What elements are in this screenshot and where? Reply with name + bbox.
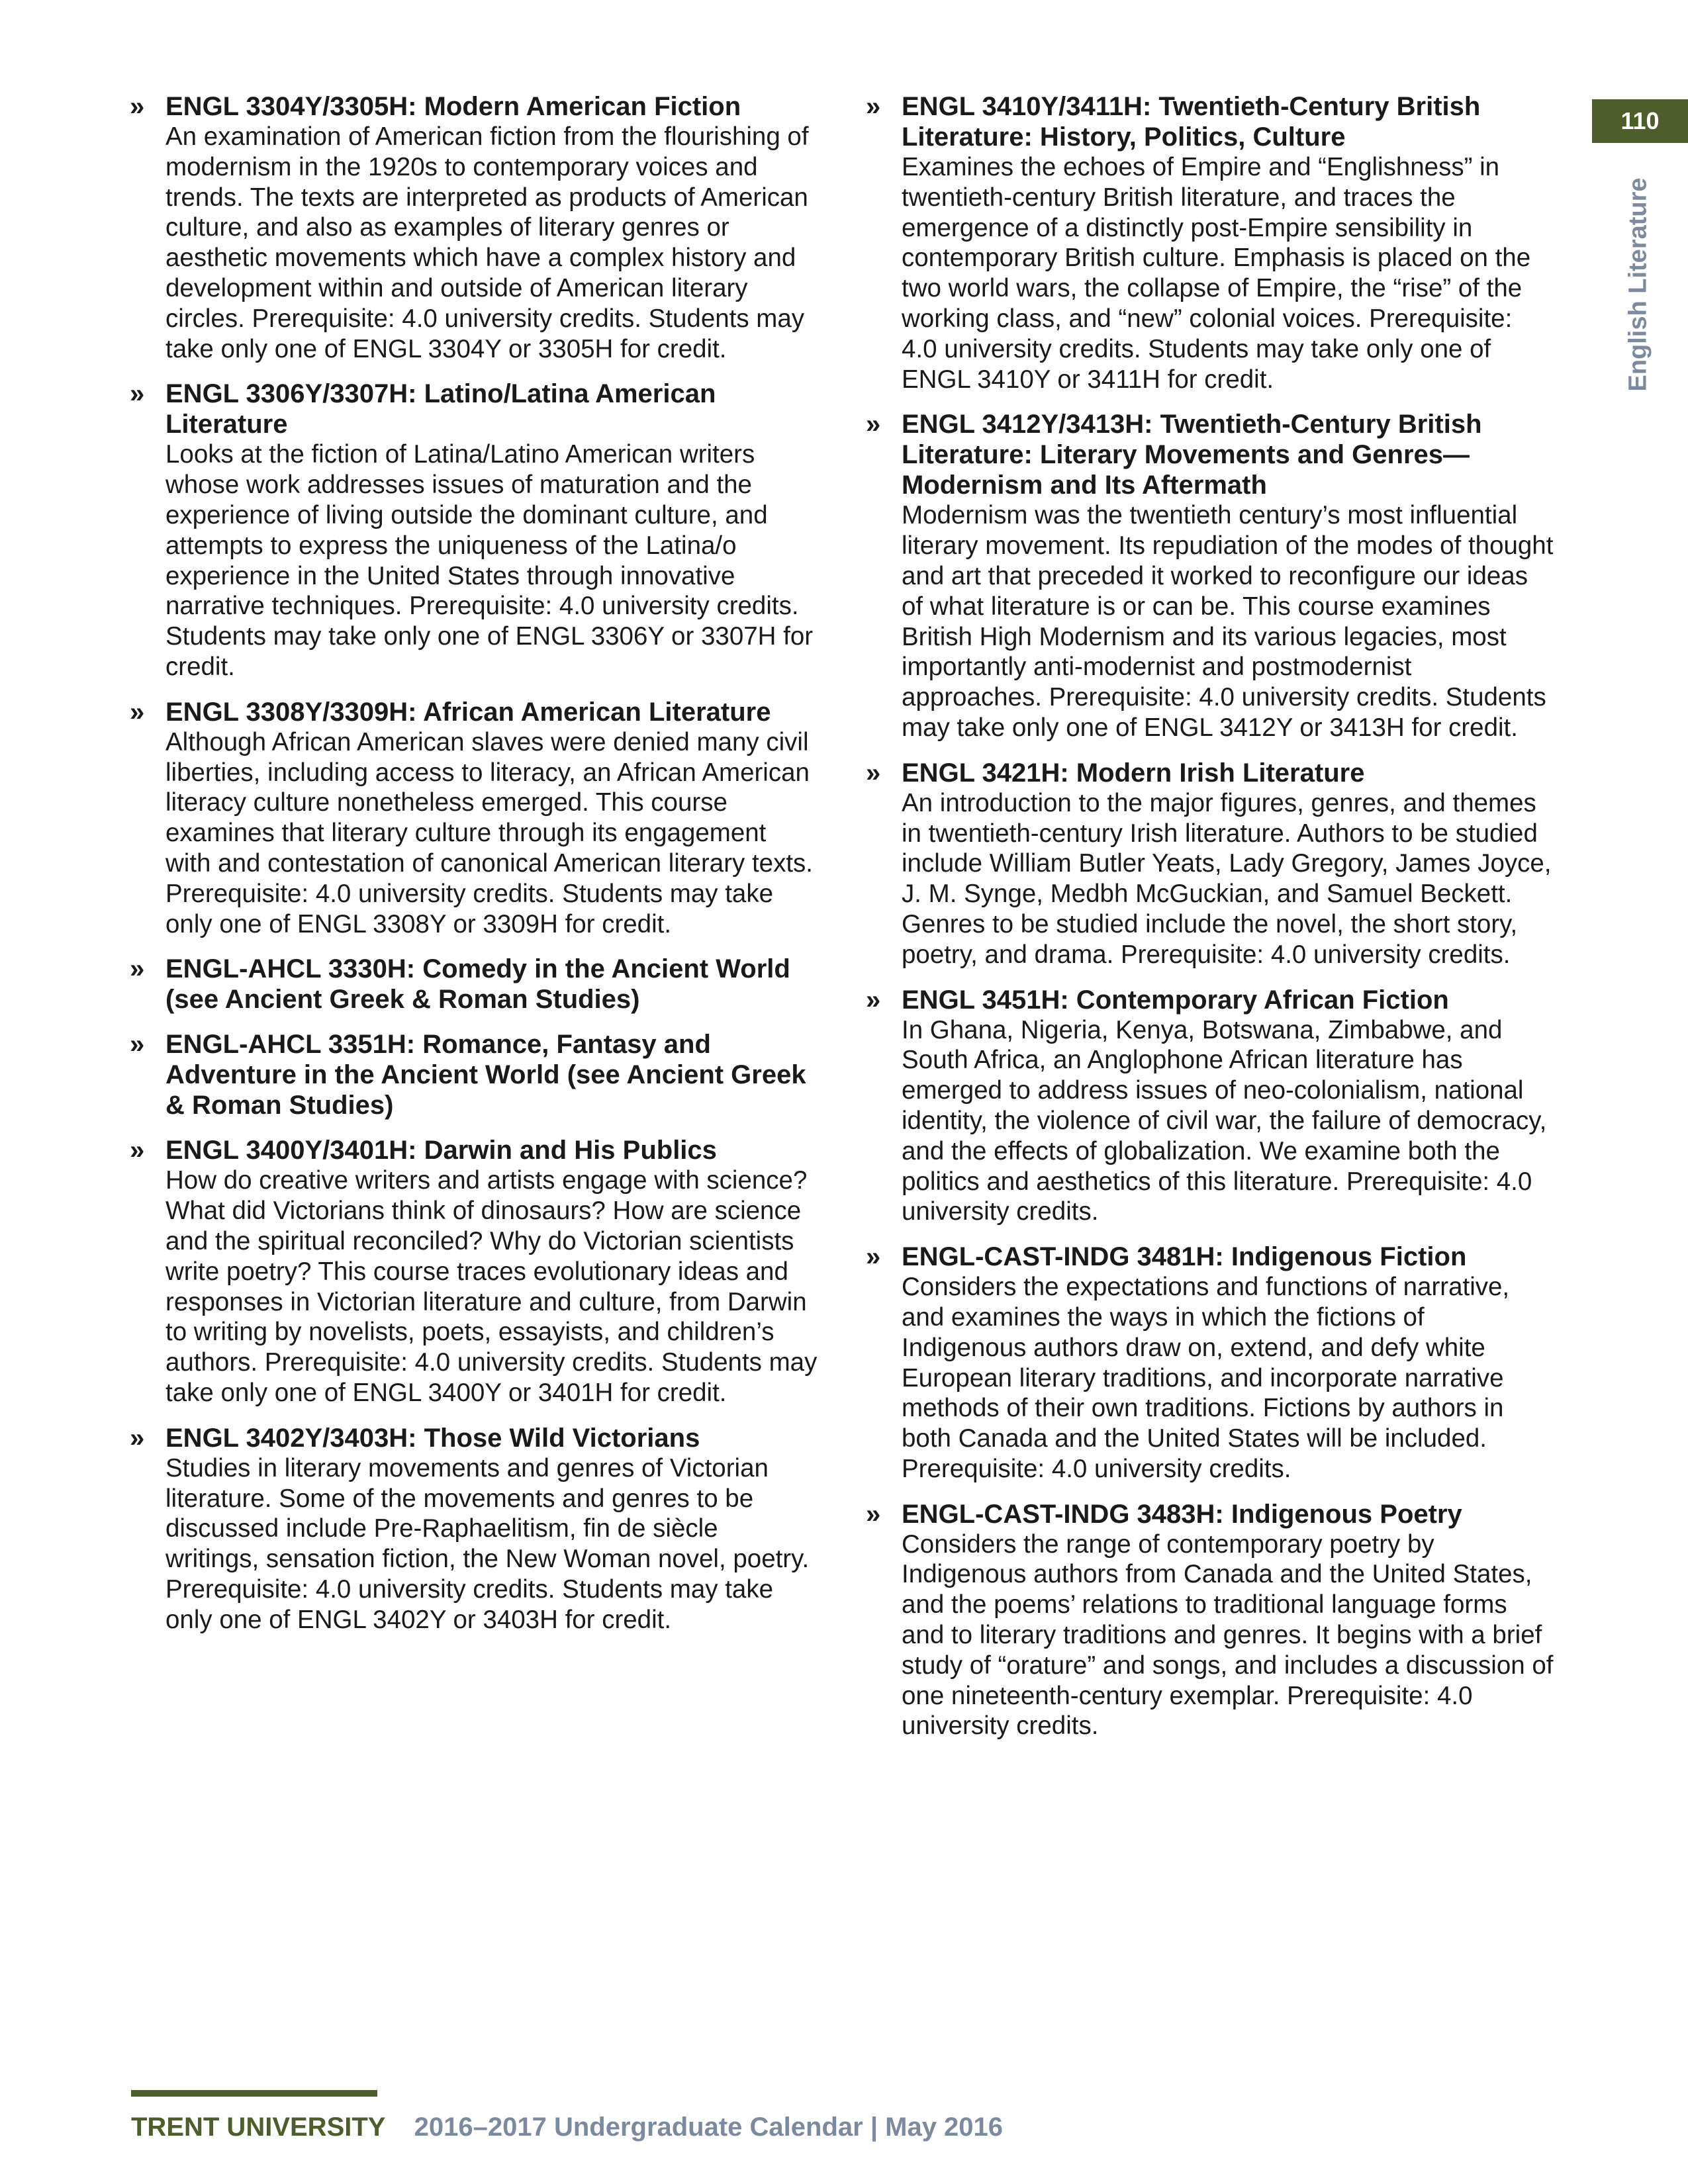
footer-calendar: 2016–2017 Undergraduate Calendar | May 2016 [414, 2113, 1004, 2142]
bullet-icon: » [866, 758, 881, 788]
section-side-label: English Literature [1624, 177, 1652, 392]
course-entry [130, 91, 818, 364]
course-title: ENGL 3400Y/3401H: Darwin and His Publics [165, 1136, 717, 1165]
course-description: An examination of American fiction from the flourishing of modernism in the 1920s to contemporary voices and trends. The texts are interpreted as products of American culture, and also as examples of literary genres or aesthetic movements which have a complex history and development within and outside of American literary circles. Prerequisite: 4.0 university credits. Students may take only one of ENGL 3304Y or 3305H for credit. [165, 122, 809, 363]
course-description: Looks at the fiction of Latina/Latino American writers whose work addresses issues of maturation and the experience of living outside the dominant culture, and attempts to express the uniqueness of the Latina/o experience in the United States through innovative narrative techniques. Prerequisite: 4.0 university credits. Students may take only one of ENGL 3306Y or 3307H for credit. [165, 440, 814, 681]
course-entry [130, 1135, 818, 1408]
course-description: Considers the expectations and functions of narrative, and examines the ways in which the fictions of Indigenous authors draw on, extend, and defy white European literary traditions, and incorporate narrative methods of their own traditions. Fictions by authors in both Canada and the United States will be included. Prerequisite: 4.0 university credits. [902, 1273, 1510, 1483]
bullet-icon: » [866, 985, 881, 1015]
course-description: Considers the range of contemporary poetry by Indigenous authors from Canada and the United States, and the poems’ relations to traditional language forms and to literary traditions and genres. It begins with a brief study of “orature” and songs, and includes a discussion of one nineteenth-century exemplar. Prerequisite: 4.0 university credits. [902, 1529, 1554, 1741]
bullet-icon: » [866, 92, 881, 121]
course-title: ENGL-CAST-INDG 3483H: Indigenous Poetry [902, 1499, 1462, 1529]
page-number-tab: 110 [1592, 99, 1688, 143]
bullet-icon: » [130, 1136, 145, 1165]
course-entry [130, 1029, 818, 1120]
course-title: ENGL-CAST-INDG 3481H: Indigenous Fiction [902, 1242, 1467, 1272]
course-entry [866, 1499, 1554, 1742]
course-title: ENGL 3306Y/3307H: Latino/Latina American Literature [165, 379, 716, 439]
course-entry [130, 1423, 818, 1635]
course-description: How do creative writers and artists engage with science? What did Victorians think of dinosaurs? How are science and the spiritual reconciled? Why do Victorian scientists write poetry? This course traces evolutionary ideas and responses in Victorian literature and culture, from Darwin to writing by novelists, poets, essayists, and children’s authors. Prerequisite: 4.0 university credits. Students may take only one of ENGL 3400Y or 3401H for credit. [165, 1166, 818, 1407]
bullet-icon: » [130, 379, 145, 409]
course-title: ENGL 3402Y/3403H: Those Wild Victorians [165, 1423, 700, 1453]
course-description: An introduction to the major figures, genres, and themes in twentieth-century Irish literature. Authors to be studied include William Butler Yeats, Lady Gregory, James Joyce, J. M. Synge, Medbh McGuckian, and Samuel Beckett. Genres to be studied include the novel, the short story, poetry, and drama. Prerequisite: 4.0 university credits. [902, 788, 1552, 969]
course-title: ENGL 3412Y/3413H: Twentieth-Century British Literature: Literary Movements and Genres—Modernism and Its Aftermath [902, 410, 1482, 500]
course-title: ENGL-AHCL 3351H: Romance, Fantasy and Adventure in the Ancient World (see Ancient Greek & Roman Studies) [165, 1030, 806, 1120]
bullet-icon: » [866, 410, 881, 439]
course-description: Although African American slaves were denied many civil liberties, including access to literacy, an African American literacy culture nonetheless emerged. This course examines that literary culture through its engagement with and contestation of canonical American literary texts. Prerequisite: 4.0 university credits. Students may take only one of ENGL 3308Y or 3309H for credit. [165, 727, 813, 938]
course-description: Modernism was the twentieth century’s most influential literary movement. Its repudiation of the modes of thought and art that preceded it worked to reconfigure our ideas of what literature is or can be. This course examines British High Modernism and its various legacies, most importantly anti-modernist and postmodernist approaches. Prerequisite: 4.0 university credits. Students may take only one of ENGL 3412Y or 3413H for credit. [902, 501, 1554, 742]
course-entry [130, 379, 818, 682]
course-entry [866, 409, 1554, 743]
footer-rule [131, 2090, 377, 2097]
course-entry [866, 758, 1554, 970]
course-entry [130, 954, 818, 1015]
course-description: In Ghana, Nigeria, Kenya, Botswana, Zimbabwe, and South Africa, an Anglophone African literature has emerged to address issues of neo-colonialism, national identity, the violence of civil war, the failure of democracy, and the effects of globalization. We examine both the politics and aesthetics of this literature. Prerequisite: 4.0 university credits. [902, 1015, 1547, 1226]
course-title: ENGL 3308Y/3309H: African American Literature [165, 697, 771, 727]
bullet-icon: » [130, 92, 145, 121]
course-title: ENGL 3421H: Modern Irish Literature [902, 758, 1365, 788]
course-description: Studies in literary movements and genres of Victorian literature. Some of the movements and genres to be discussed include Pre-Raphaelitism, fin de siècle writings, sensation fiction, the New Woman novel, poetry. Prerequisite: 4.0 university credits. Students may take only one of ENGL 3402Y or 3403H for credit. [165, 1453, 810, 1634]
footer [131, 2110, 1003, 2144]
footer-university: TRENT UNIVERSITY [131, 2113, 386, 2142]
course-entry [866, 1242, 1554, 1484]
course-entry [866, 985, 1554, 1228]
course-entry [866, 91, 1554, 394]
bullet-icon: » [130, 1030, 145, 1060]
course-title: ENGL 3451H: Contemporary African Fiction [902, 985, 1449, 1015]
left-column [130, 91, 818, 1649]
course-title: ENGL 3304Y/3305H: Modern American Fiction [165, 92, 741, 121]
course-entry [130, 697, 818, 940]
bullet-icon: » [866, 1242, 881, 1272]
bullet-icon: » [130, 697, 145, 727]
course-title: ENGL-AHCL 3330H: Comedy in the Ancient World (see Ancient Greek & Roman Studies) [165, 954, 790, 1015]
course-title: ENGL 3410Y/3411H: Twentieth-Century British Literature: History, Politics, Culture [902, 92, 1481, 152]
course-description: Examines the echoes of Empire and “Englishness” in twentieth-century British literature, and traces the emergence of a distinctly post-Empire sensibility in contemporary British culture. Emphasis is placed on the two world wars, the collapse of Empire, the “rise” of the working class, and “new” colonial voices. Prerequisite: 4.0 university credits. Students may take only one of ENGL 3410Y or 3411H for credit. [902, 153, 1531, 394]
bullet-icon: » [130, 1423, 145, 1453]
bullet-icon: » [866, 1499, 881, 1529]
bullet-icon: » [130, 954, 145, 984]
right-column [866, 91, 1554, 1756]
